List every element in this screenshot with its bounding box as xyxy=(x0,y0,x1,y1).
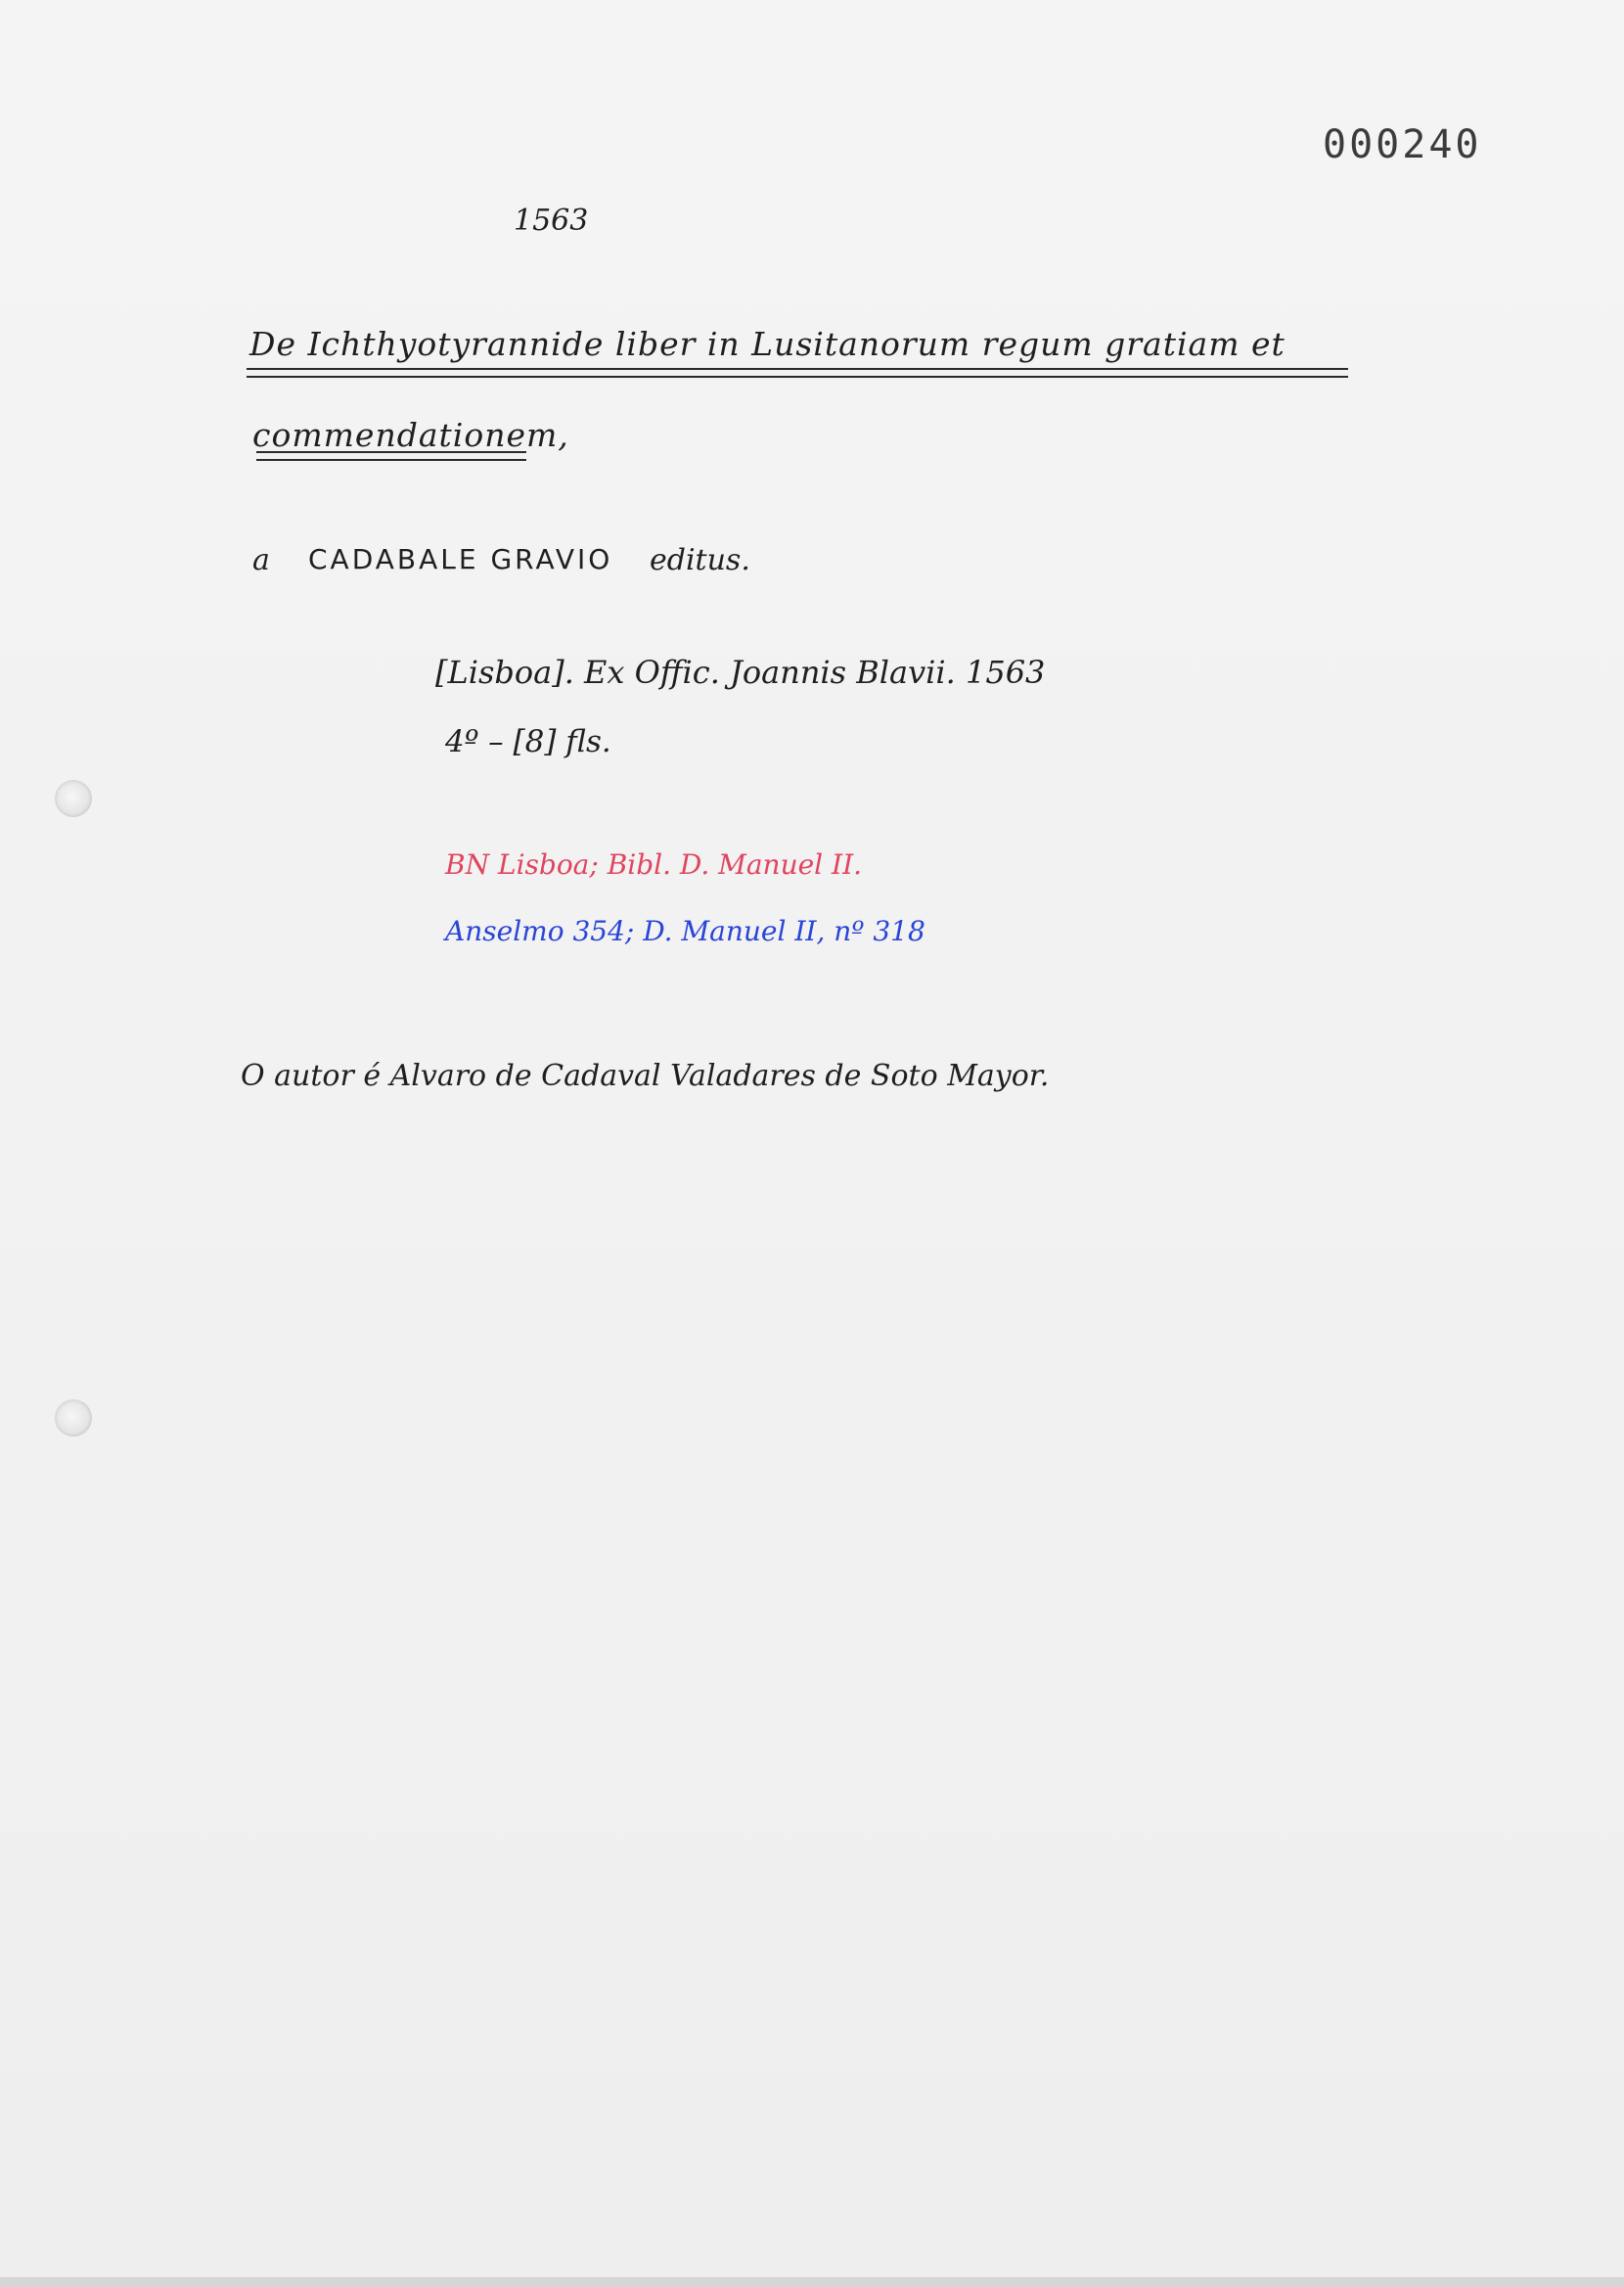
punch-hole xyxy=(55,780,92,817)
references-note: Anselmo 354; D. Manuel II, nº 318 xyxy=(445,915,925,947)
editor-name: CADABALE GRAVIO xyxy=(308,543,613,575)
punch-hole xyxy=(55,1399,92,1437)
title-line-1: De Ichthyotyrannide liber in Lusitanorum regum gratiam et xyxy=(249,325,1286,363)
title-underline xyxy=(247,368,1348,370)
format-line: 4º – [8] fls. xyxy=(445,724,611,759)
title-line-2: commendationem, xyxy=(252,416,569,454)
author-note: O autor é Alvaro de Cadaval Valadares de Soto Mayor. xyxy=(241,1059,1050,1093)
title-underline xyxy=(256,459,526,461)
imprint-line: [Lisboa]. Ex Offic. Joannis Blavii. 1563 xyxy=(435,654,1046,691)
title-underline xyxy=(247,376,1348,378)
editor-suffix: editus. xyxy=(650,543,750,577)
page-bottom-edge xyxy=(0,2277,1624,2287)
title-underline xyxy=(256,451,526,453)
holdings-note: BN Lisboa; Bibl. D. Manuel II. xyxy=(445,848,863,881)
stamp-number: 000240 xyxy=(1323,122,1482,167)
year-heading: 1563 xyxy=(514,204,589,238)
editor-prefix: a xyxy=(252,543,270,577)
